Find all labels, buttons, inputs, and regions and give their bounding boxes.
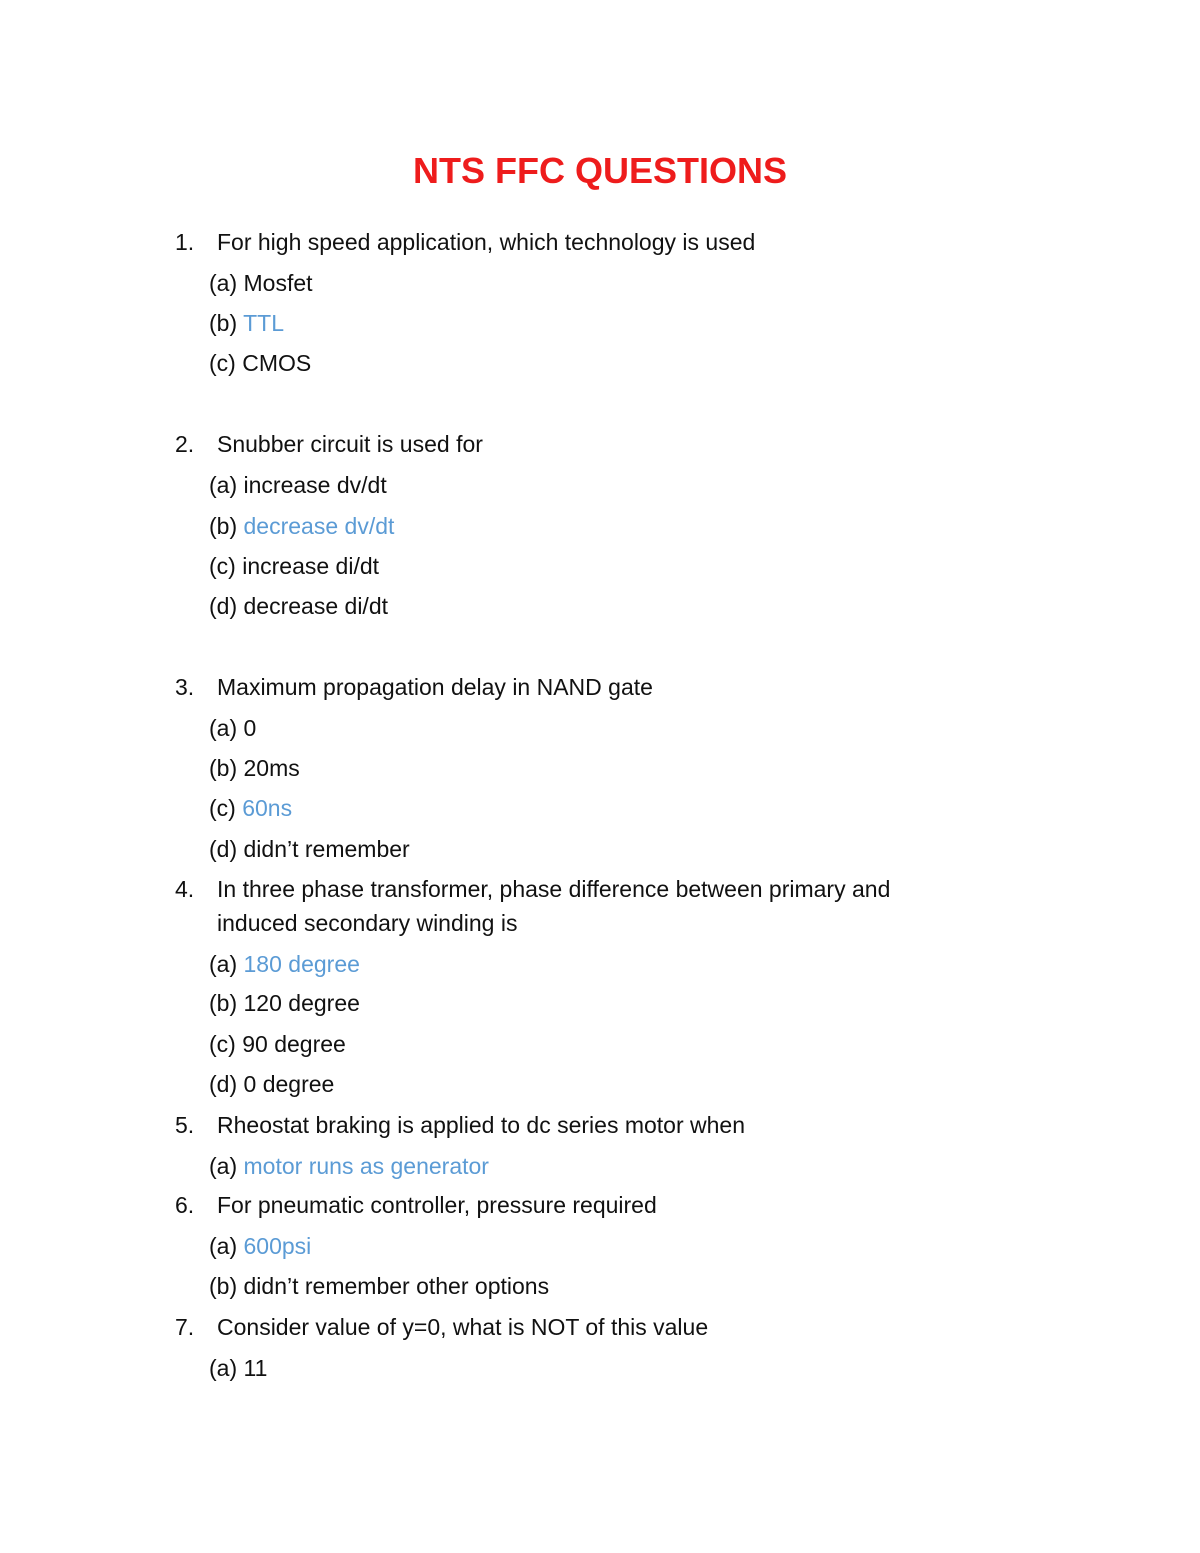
question-number: 3. xyxy=(175,674,195,700)
question-number: 2. xyxy=(175,431,195,457)
option-c: (c) 90 degree xyxy=(209,1031,346,1057)
option-d: (d) didn’t remember xyxy=(209,836,410,862)
option-a: (a) 11 xyxy=(209,1355,268,1381)
question-number: 1. xyxy=(175,229,195,255)
question-number: 5. xyxy=(175,1112,195,1138)
question-number: 6. xyxy=(175,1192,195,1218)
question-text: Consider value of y=0, what is NOT of this value xyxy=(217,1314,709,1340)
option-b: (b) decrease dv/dt xyxy=(209,513,395,539)
question-text-line2: induced secondary winding is xyxy=(217,910,518,936)
question-text: For pneumatic controller, pressure required xyxy=(217,1192,657,1218)
correct-answer: 180 degree xyxy=(243,951,360,977)
option-c: (c) CMOS xyxy=(209,350,312,376)
option-d: (d) 0 degree xyxy=(209,1071,335,1097)
page-title: NTS FFC QUESTIONS xyxy=(412,150,787,191)
option-a: (a) motor runs as generator xyxy=(209,1153,489,1179)
option-b: (b) 20ms xyxy=(209,755,300,781)
option-a: (a) 0 xyxy=(209,715,257,741)
question-text: Snubber circuit is used for xyxy=(217,431,483,457)
option-a: (a) 600psi xyxy=(209,1233,312,1259)
option-c: (c) 60ns xyxy=(209,795,293,821)
question-text: For high speed application, which technology is used xyxy=(217,229,756,255)
option-d: (d) decrease di/dt xyxy=(209,593,388,619)
option-b: (b) 120 degree xyxy=(209,990,360,1016)
question-number: 4. xyxy=(175,876,195,902)
correct-answer: TTL xyxy=(243,310,284,336)
option-a: (a) 180 degree xyxy=(209,951,360,977)
correct-answer: 60ns xyxy=(242,795,293,821)
question-text-line1: In three phase transformer, phase difference between primary and xyxy=(217,876,891,902)
option-b: (b) didn’t remember other options xyxy=(209,1273,550,1299)
correct-answer: motor runs as generator xyxy=(243,1153,489,1179)
option-b: (b) TTL xyxy=(209,310,284,336)
correct-answer: decrease dv/dt xyxy=(243,513,395,539)
question-text: Rheostat braking is applied to dc series motor when xyxy=(217,1112,746,1138)
option-c: (c) increase di/dt xyxy=(209,553,380,579)
option-a: (a) Mosfet xyxy=(209,270,313,296)
question-number: 7. xyxy=(175,1314,195,1340)
option-a: (a) increase dv/dt xyxy=(209,472,387,498)
correct-answer: 600psi xyxy=(243,1233,312,1259)
question-text: Maximum propagation delay in NAND gate xyxy=(217,674,653,700)
